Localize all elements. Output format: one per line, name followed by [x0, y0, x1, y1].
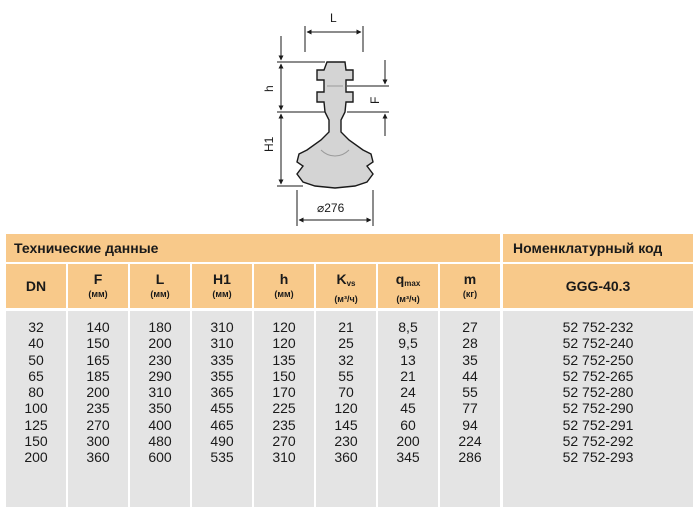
table-cell: 25: [338, 335, 354, 352]
table-cell: 35: [462, 351, 478, 368]
table-cell: 300: [86, 433, 110, 450]
table-cell: 13: [400, 351, 416, 368]
column-subscript: max: [404, 279, 421, 288]
table-cell: 52 752-291: [562, 416, 634, 433]
table-cell: 224: [458, 433, 482, 450]
table-cell: 165: [86, 351, 110, 368]
table-cell: 225: [272, 400, 296, 417]
table-cell: 80: [28, 384, 44, 401]
table-cell: 150: [24, 433, 48, 450]
table-cell: 230: [334, 433, 358, 450]
table-cell: 120: [334, 400, 358, 417]
table-cell: 310: [272, 449, 296, 466]
column-header: [440, 264, 500, 308]
table-cell: 40: [28, 335, 44, 352]
dim-h-label: h: [262, 85, 276, 92]
material-code-header: GGG-40.3: [503, 264, 693, 308]
nomenclature-code-title: Номенклатурный код: [503, 234, 693, 262]
table-cell: 52 752-292: [562, 433, 634, 450]
column-symbol: m: [463, 271, 477, 287]
table-cell: 50: [28, 351, 44, 368]
table-cell: 200: [24, 449, 48, 466]
table-cell: 45: [400, 400, 416, 417]
table-cell: 52 752-280: [562, 384, 634, 401]
table-cell: 24: [400, 384, 416, 401]
data-column: [6, 311, 66, 507]
column-header: [378, 264, 438, 308]
technical-data-title: Технические данные: [6, 234, 500, 262]
column-unit: (м³/ч): [334, 294, 358, 304]
column-unit: (м³/ч): [396, 294, 420, 304]
column-unit: (кг): [462, 289, 478, 299]
data-column: [316, 311, 376, 507]
column-symbol: H1: [213, 271, 231, 287]
table-cell: 52 752-232: [562, 319, 634, 335]
table-cell: 27: [462, 319, 478, 335]
table-cell: 21: [400, 367, 416, 384]
table-cell: 180: [148, 319, 172, 335]
table-cell: 310: [210, 319, 234, 335]
valve-body-shape: [297, 62, 373, 188]
table-cell: 120: [272, 335, 296, 352]
column-symbol: $K_{vs}$: [336, 271, 356, 288]
table-cell: 55: [462, 384, 478, 401]
table-cell: 600: [148, 449, 172, 466]
table-cell: 32: [338, 351, 354, 368]
table-cell: 235: [86, 400, 110, 417]
table-cell: 32: [28, 319, 44, 335]
table-cell: 70: [338, 384, 354, 401]
table-cell: 270: [272, 433, 296, 450]
table-cell: 100: [24, 400, 48, 417]
table-cell: 52 752-240: [562, 335, 634, 352]
valve-drawing: [255, 0, 405, 232]
table-cell: 65: [28, 367, 44, 384]
column-subscript: vs: [346, 279, 356, 288]
table-cell: 365: [210, 384, 234, 401]
table-cell: 480: [148, 433, 172, 450]
table-cell: 310: [210, 335, 234, 352]
table-cell: 455: [210, 400, 234, 417]
table-cell: 52 752-250: [562, 351, 634, 368]
dim-diameter-label: ⌀276: [317, 201, 345, 215]
table-cell: 310: [148, 384, 172, 401]
table-cell: 28: [462, 335, 478, 352]
column-unit: (мм): [88, 289, 108, 299]
table-cell: 335: [210, 351, 234, 368]
column-unit: (мм): [274, 289, 294, 299]
column-header: [130, 264, 190, 308]
column-symbol: $q_{max}$: [395, 271, 421, 288]
table-cell: 135: [272, 351, 296, 368]
table-cell: 60: [400, 416, 416, 433]
data-column: [254, 311, 314, 507]
table-cell: 230: [148, 351, 172, 368]
table-cell: 52 752-293: [562, 449, 634, 466]
column-header: [254, 264, 314, 308]
table-cell: 200: [86, 384, 110, 401]
table-cell: 55: [338, 367, 354, 384]
column-header: [6, 264, 66, 308]
data-column: [130, 311, 190, 507]
table-cell: 150: [272, 367, 296, 384]
table-cell: 140: [86, 319, 110, 335]
table-cell: 350: [148, 400, 172, 417]
data-column: [192, 311, 252, 507]
column-symbol: h: [279, 271, 289, 287]
table-cell: 150: [86, 335, 110, 352]
table-cell: 465: [210, 416, 234, 433]
table-cell: 170: [272, 384, 296, 401]
table-cell: 345: [396, 449, 420, 466]
table-cell: 360: [334, 449, 358, 466]
table-cell: 185: [86, 367, 110, 384]
table-cell: 360: [86, 449, 110, 466]
table-cell: 235: [272, 416, 296, 433]
dim-f-label: F: [368, 96, 382, 104]
table-cell: 145: [334, 416, 358, 433]
table-cell: 21: [338, 319, 354, 335]
table-cell: 52 752-290: [562, 400, 634, 417]
table-cell: 286: [458, 449, 482, 466]
dim-h1-label: H1: [262, 136, 276, 152]
dim-l-label: L: [330, 11, 337, 25]
column-header: [192, 264, 252, 308]
table-cell: 290: [148, 367, 172, 384]
code-column: [503, 311, 693, 507]
table-cell: 77: [462, 400, 478, 417]
table-cell: 200: [396, 433, 420, 450]
table-cell: 8,5: [398, 319, 418, 335]
column-symbol: DN: [25, 278, 47, 294]
table-cell: 490: [210, 433, 234, 450]
table-cell: 535: [210, 449, 234, 466]
table-cell: 44: [462, 367, 478, 384]
data-column: [440, 311, 500, 507]
data-column: [378, 311, 438, 507]
table-cell: 400: [148, 416, 172, 433]
data-column: [68, 311, 128, 507]
table-cell: 120: [272, 319, 296, 335]
table-cell: 125: [24, 416, 48, 433]
table-cell: 94: [462, 416, 478, 433]
table-cell: 355: [210, 367, 234, 384]
table-cell: 52 752-265: [562, 367, 634, 384]
column-header: [316, 264, 376, 308]
column-symbol: F: [93, 271, 103, 287]
column-unit: (мм): [212, 289, 232, 299]
table-cell: 9,5: [398, 335, 418, 352]
column-unit: (мм): [150, 289, 170, 299]
column-symbol: L: [155, 271, 165, 287]
column-header: [68, 264, 128, 308]
table-cell: 270: [86, 416, 110, 433]
table-cell: 200: [148, 335, 172, 352]
